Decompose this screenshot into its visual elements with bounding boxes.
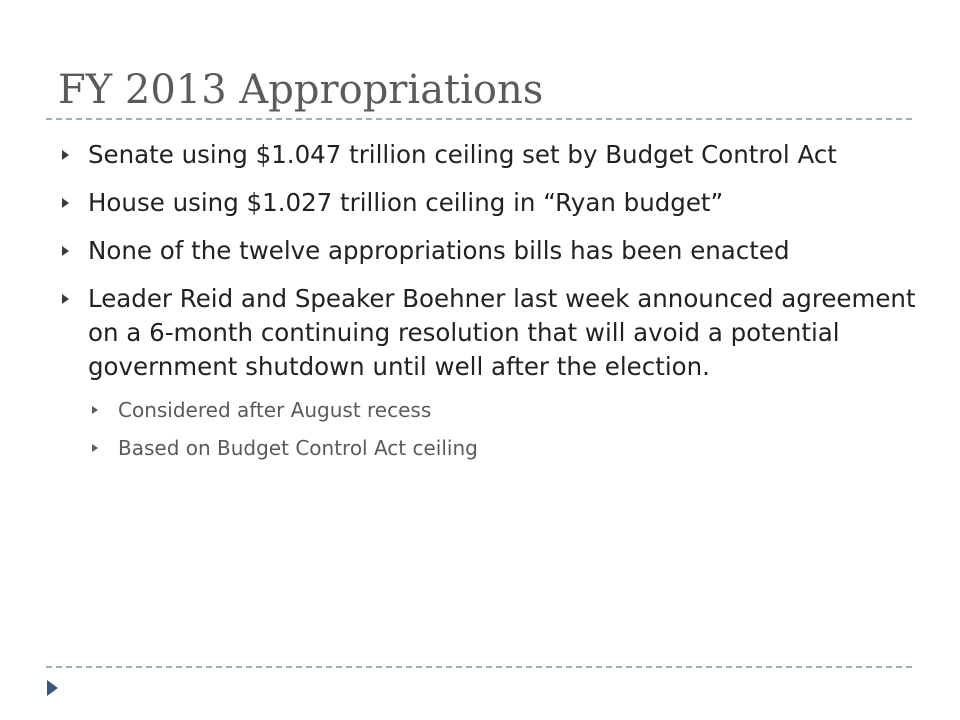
bullet-text: House using $1.027 trillion ceiling in “Ryan budget” xyxy=(88,188,724,217)
sub-bullet-text: Considered after August recess xyxy=(118,398,432,422)
footer-arrow-icon xyxy=(47,680,58,696)
triangle-right-icon xyxy=(62,246,69,256)
bullet-text: Senate using $1.047 trillion ceiling set by Budget Control Act xyxy=(88,140,837,169)
triangle-right-icon xyxy=(62,150,69,160)
bullet-item xyxy=(58,138,918,172)
bullet-list xyxy=(58,138,918,476)
sub-bullet-text: Based on Budget Control Act ceiling xyxy=(118,436,478,460)
triangle-right-icon xyxy=(62,294,69,304)
bullet-text: None of the twelve appropriations bills has been enacted xyxy=(88,236,790,265)
title-divider xyxy=(46,118,912,120)
bullet-item xyxy=(58,282,918,462)
bullet-item xyxy=(58,234,918,268)
triangle-right-icon xyxy=(92,444,98,452)
footer-divider xyxy=(46,666,912,668)
slide-title: FY 2013 Appropriations xyxy=(58,67,544,113)
bullet-text: Leader Reid and Speaker Boehner last week announced agreement on a 6-month continuing resolution that will avoid a potential government shutdown until well after the election. xyxy=(88,284,916,381)
triangle-right-icon xyxy=(92,406,98,414)
sub-bullet-item xyxy=(88,434,918,462)
bullet-item xyxy=(58,186,918,220)
triangle-right-icon xyxy=(62,198,69,208)
sub-bullet-list xyxy=(88,396,918,462)
sub-bullet-item xyxy=(88,396,918,424)
